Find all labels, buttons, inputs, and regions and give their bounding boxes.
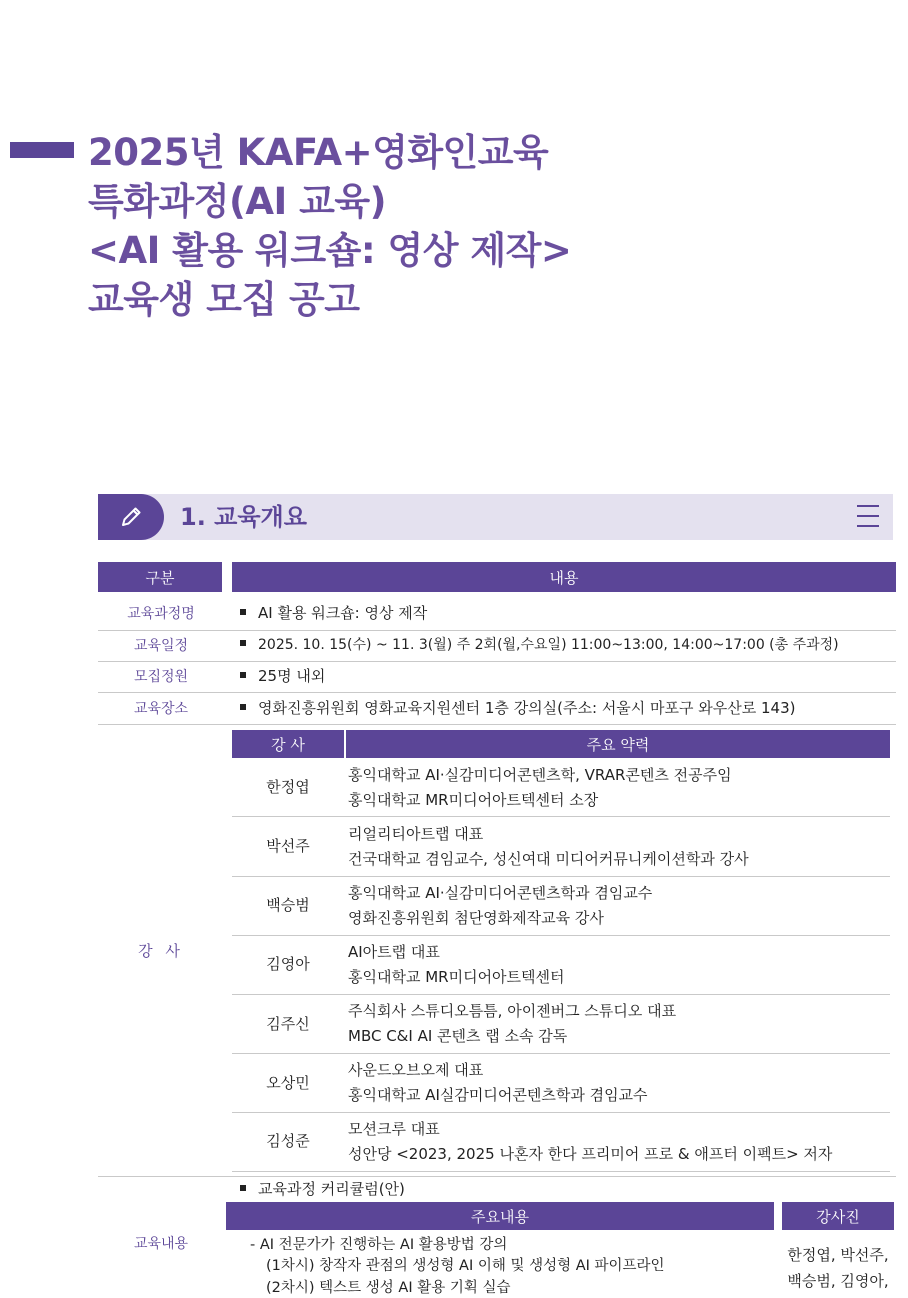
capacity-text: 25명 내외 <box>258 667 326 685</box>
career-line-1: 리얼리티아트랩 대표 <box>348 825 484 843</box>
instructor-name: 김주신 <box>266 1015 310 1033</box>
career-line-2: 홍익대학교 AI실감미디어콘텐츠학과 겸임교수 <box>348 1086 648 1104</box>
row-divider <box>98 692 896 693</box>
instructor-name: 한정엽 <box>266 778 310 796</box>
curriculum-line: (1차시) 창작자 관점의 생성형 AI 이해 및 생성형 AI 파이프라인 <box>266 1258 665 1274</box>
instructor-divider <box>232 1112 890 1113</box>
instructor-divider <box>232 876 890 877</box>
section-header <box>98 494 893 540</box>
career-line-1: 사운드오브오제 대표 <box>348 1061 484 1079</box>
instructor-divider <box>232 816 890 817</box>
pencil-icon <box>118 504 144 530</box>
title-line-4: 교육생 모집 공고 <box>88 278 360 321</box>
row-divider <box>98 1176 896 1177</box>
career-line-2: 영화진흥위원회 첨단영화제작교육 강사 <box>348 909 604 927</box>
schedule-text: 2025. 10. 15(수) ~ 11. 3(월) 주 2회(월,수요일) 11:00~13:00, 14:00~17:00 (총 주과정) <box>258 637 839 653</box>
instructor-career <box>348 1058 648 1108</box>
bullet-icon <box>240 1185 246 1191</box>
staff-line-2: 백승범, 김영아, <box>787 1272 889 1290</box>
bullet-icon <box>240 672 246 678</box>
career-line-2: 성안당 <2023, 2025 나혼자 한다 프리미어 프로 & 애프터 이펙트> 저자 <box>348 1145 833 1163</box>
section-title: 1. 교육개요 <box>180 503 307 531</box>
bullet-icon <box>240 640 246 646</box>
career-line-2: 건국대학교 겸임교수, 성신여대 미디어커뮤니케이션학과 강사 <box>348 850 749 868</box>
row-label-course: 교육과정명 <box>127 606 195 622</box>
curriculum-line: - AI 전문가가 진행하는 AI 활용방법 강의 <box>250 1237 508 1253</box>
row-label-schedule: 교육일정 <box>133 638 189 654</box>
career-line-1: 주식회사 스튜디오틈틈, 아이젠버그 스튜디오 대표 <box>348 1002 677 1020</box>
staff-line-1: 한정엽, 박선주, <box>787 1246 889 1264</box>
row-content-location <box>240 697 796 718</box>
career-line-1: 모션크루 대표 <box>348 1120 440 1138</box>
career-line-1: AI아트랩 대표 <box>348 943 440 961</box>
row-divider <box>98 661 896 662</box>
header-curriculum-staff: 강사진 <box>782 1202 894 1230</box>
instructor-divider <box>232 1171 890 1172</box>
curriculum-line: (2차시) 텍스트 생성 AI 활용 기획 실습 <box>266 1280 511 1296</box>
curriculum-intro-text: 교육과정 커리큘럼(안) <box>258 1180 405 1198</box>
bullet-icon <box>240 609 246 615</box>
title-accent-bar <box>10 142 74 158</box>
instructor-name: 백승범 <box>266 896 310 914</box>
title-line-2: 특화과정(AI 교육) <box>88 180 387 223</box>
instructor-divider <box>232 1053 890 1054</box>
instructor-name: 박선주 <box>266 837 310 855</box>
instructor-name: 오상민 <box>266 1074 310 1092</box>
row-label-curriculum: 교육내용 <box>133 1236 189 1252</box>
bullet-icon <box>240 704 246 710</box>
header-category: 구분 <box>98 562 222 592</box>
instructor-divider <box>232 935 890 936</box>
career-line-2: 홍익대학교 MR미디어아트텍센터 <box>348 968 565 986</box>
career-line-1: 홍익대학교 AI·실감미디어콘텐츠학, VRAR콘텐츠 전공주임 <box>348 766 732 784</box>
career-line-2: 홍익대학교 MR미디어아트텍센터 소장 <box>348 791 599 809</box>
row-label-location: 교육장소 <box>133 701 189 717</box>
instructor-name: 김성준 <box>266 1132 310 1150</box>
instructor-career <box>348 822 749 872</box>
header-instructor-career: 주요 약력 <box>346 730 890 758</box>
row-content-capacity <box>240 665 325 686</box>
header-curriculum-content: 주요내용 <box>226 1202 774 1230</box>
row-label-capacity: 모집정원 <box>133 669 189 685</box>
document-title <box>88 128 888 324</box>
instructor-name: 김영아 <box>266 955 310 973</box>
career-line-2: MBC C&I AI 콘텐츠 랩 소속 감독 <box>348 1027 568 1045</box>
instructor-career <box>348 763 732 813</box>
instructor-career <box>348 1117 832 1167</box>
row-label-instructors: 강 사 <box>138 942 184 960</box>
curriculum-staff <box>782 1242 894 1294</box>
instructor-career <box>348 999 676 1049</box>
header-content: 내용 <box>232 562 896 592</box>
location-text: 영화진흥위원회 영화교육지원센터 1층 강의실(주소: 서울시 마포구 와우산로 143) <box>258 699 796 717</box>
title-line-3: <AI 활용 워크숍: 영상 제작> <box>88 229 572 272</box>
row-content-schedule <box>240 634 839 654</box>
title-line-1: 2025년 KAFA+영화인교육 <box>88 131 549 174</box>
row-divider <box>98 630 896 631</box>
header-instructor-name: 강 사 <box>232 730 344 758</box>
menu-icon[interactable] <box>857 505 879 529</box>
instructor-career <box>348 940 565 990</box>
instructor-career <box>348 881 652 931</box>
section-icon-badge <box>98 494 164 540</box>
curriculum-intro <box>240 1178 405 1199</box>
instructor-divider <box>232 994 890 995</box>
career-line-1: 홍익대학교 AI·실감미디어콘텐츠학과 겸임교수 <box>348 884 653 902</box>
row-divider <box>98 724 896 725</box>
row-content-course <box>240 602 427 623</box>
course-name: AI 활용 워크숍: 영상 제작 <box>258 604 428 622</box>
